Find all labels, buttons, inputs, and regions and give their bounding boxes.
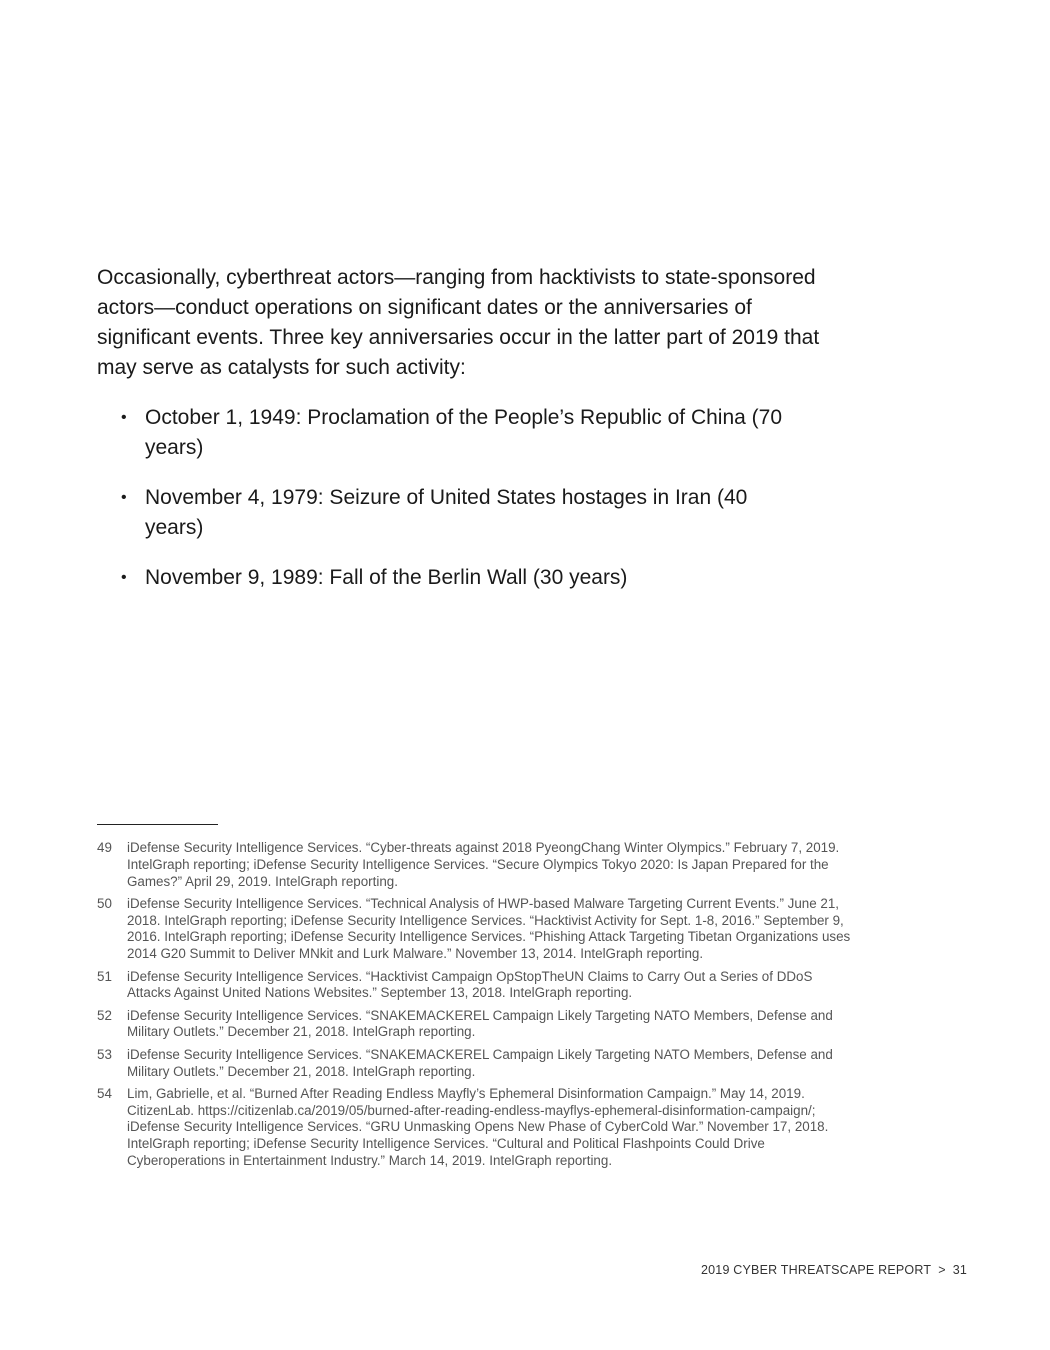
list-item-text: October 1, 1949: Proclamation of the People’s Republic of China (70 years): [145, 406, 782, 459]
footnote-item: [97, 840, 857, 890]
footnote-number: 54: [97, 1085, 112, 1101]
page-footer: [701, 1262, 967, 1278]
footnote-item: [97, 1086, 857, 1170]
footnote-item: [97, 896, 857, 963]
list-item: [97, 483, 797, 543]
footnote-item: [97, 969, 857, 1003]
list-item: [97, 403, 797, 463]
intro-paragraph: Occasionally, cyberthreat actors—ranging from hacktivists to state-sponsored actors—conduct operations on significant dates or the anniversaries of significant events. Three key anniversaries occur in the latter part of 2019 that may serve as catalysts for such activity:: [97, 266, 820, 379]
footer-separator: >: [938, 1263, 946, 1277]
bullet-icon: •: [121, 569, 127, 586]
bullet-icon: •: [121, 489, 127, 506]
footnote-number: 51: [97, 968, 112, 984]
footnote-number: 53: [97, 1046, 112, 1062]
list-item-text: November 9, 1989: Fall of the Berlin Wall (30 years): [145, 566, 628, 589]
report-title: 2019 CYBER THREATSCAPE REPORT: [701, 1263, 932, 1277]
footnote-number: 50: [97, 895, 112, 911]
anniversary-list: [97, 403, 797, 613]
page-number: 31: [952, 1263, 967, 1277]
list-item-text: November 4, 1979: Seizure of United States hostages in Iran (40 years): [145, 486, 748, 539]
list-item: [97, 563, 797, 593]
footnote-text: iDefense Security Intelligence Services. “Technical Analysis of HWP-based Malware Targeting Current Events.” June 21, 2018. IntelGraph reporting; iDefense Security Intelligence Services. “Hacktivist Activity for Sept. 1-8, 2016.” September 9, 2016. IntelGraph reporting; iDefense Security Intelligence Services. “Phishing Attack Targeting Tibetan Organizations uses 2014 G20 Summit to Deliver MNkit and Lurk Malware.” November 13, 2014. IntelGraph reporting.: [127, 895, 851, 962]
footnote-list: [97, 840, 857, 1175]
footnote-text: iDefense Security Intelligence Services. “SNAKEMACKEREL Campaign Likely Targeting NATO Members, Defense and Military Outlets.” December 21, 2018. IntelGraph reporting.: [127, 1046, 833, 1079]
footnote-text: iDefense Security Intelligence Services. “Cyber-threats against 2018 PyeongChang Winter Olympics.” February 7, 2019. IntelGraph reporting; iDefense Security Intelligence Services. “Secure Olympics Tokyo 2020: Is Japan Prepared for the Games?” April 29, 2019. IntelGraph reporting.: [127, 840, 840, 889]
footnote-text: iDefense Security Intelligence Services. “Hacktivist Campaign OpStopTheUN Claims to Carry Out a Series of DDoS Attacks Against United Nations Websites.” September 13, 2018. IntelGraph reporting.: [127, 968, 813, 1001]
footnote-number: 49: [97, 840, 112, 855]
footnote-number: 52: [97, 1007, 112, 1023]
bullet-icon: •: [121, 409, 127, 426]
footnote-text: iDefense Security Intelligence Services. “SNAKEMACKEREL Campaign Likely Targeting NATO Members, Defense and Military Outlets.” December 21, 2018. IntelGraph reporting.: [127, 1007, 833, 1040]
footnote-text: Lim, Gabrielle, et al. “Burned After Reading Endless Mayfly’s Ephemeral Disinformation Campaign.” May 14, 2019. CitizenLab. https://citizenlab.ca/2019/05/burned-after-reading-endless-mayflys-ephemeral-disinformation-campaign/; iDefense Security Intelligence Services. “GRU Unmasking Opens New Phase of CyberCold War.” November 17, 2018. IntelGraph reporting; iDefense Security Intelligence Services. “Cultural and Political Flashpoints Could Drive Cyberoperations in Entertainment Industry.” March 14, 2019. IntelGraph reporting.: [127, 1085, 829, 1169]
footnote-divider: [97, 824, 218, 825]
footnote-item: [97, 1008, 857, 1042]
footnote-item: [97, 1047, 857, 1081]
